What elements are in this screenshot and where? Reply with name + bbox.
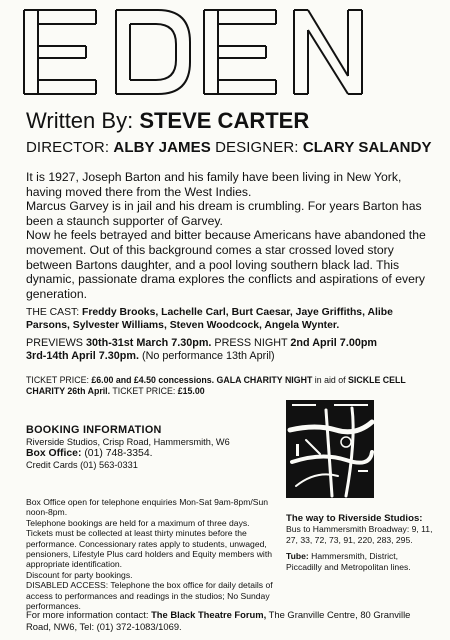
ticket-prices-text: £6.00 and £4.50 concessions. GALA CHARITY NIGHT bbox=[91, 375, 313, 385]
eden-title-logo bbox=[22, 8, 364, 96]
designer-name: CLARY SALANDY bbox=[302, 139, 432, 156]
disabled-access: DISABLED ACCESS: Telephone the box office for daily details of access to performances and readings in the studios; No Sunday performances. bbox=[26, 580, 273, 612]
director-label: DIRECTOR: bbox=[26, 139, 110, 156]
synopsis bbox=[26, 170, 426, 301]
gala-price: £15.00 bbox=[177, 386, 205, 397]
written-by-line bbox=[26, 108, 309, 134]
press-night-label: PRESS NIGHT bbox=[214, 337, 288, 349]
party-discount: Discount for party bookings. bbox=[26, 569, 133, 580]
tube-line-info bbox=[286, 551, 436, 572]
tube-lines: Hammersmith, District, Piccadilly and Metropolitan lines. bbox=[286, 551, 411, 572]
charity-connector: in aid of bbox=[314, 375, 346, 385]
ticket-prices bbox=[26, 375, 436, 398]
designer-label: DESIGNER: bbox=[215, 139, 299, 156]
previews-dates: 30th-31st March 7.30pm. bbox=[86, 337, 212, 349]
tube-label: Tube: bbox=[286, 551, 309, 562]
bus-routes: Bus to Hammersmith Broadway: 9, 11, 27, 33, 72, 73, 91, 220, 283, 295. bbox=[286, 524, 433, 545]
location-map bbox=[286, 400, 374, 498]
cast-list bbox=[26, 306, 431, 332]
ticket-price-label: TICKET PRICE: bbox=[26, 375, 89, 385]
venue-address: Riverside Studios, Crisp Road, Hammersmith, W6 bbox=[26, 437, 230, 447]
cast-names: Freddy Brooks, Lachelle Carl, Burt Caesar, Jaye Griffiths, Alibe Parsons, Sylvester Williams, Steven Woodcock, Angela Wynter. bbox=[26, 307, 393, 331]
charity-night: SICKLE CELL CHARITY 26th April. bbox=[26, 375, 406, 397]
credit-card-line: Credit Cards (01) 563-0331 bbox=[26, 460, 138, 471]
synopsis-paragraph: It is 1927, Joseph Barton and his family have been living in New York, having moved there from the West Indies. bbox=[26, 170, 402, 199]
cast-label: THE CAST: bbox=[26, 307, 80, 318]
previews-label: PREVIEWS bbox=[26, 337, 83, 349]
contact-address: The Granville Centre, 80 Granville Road, NW6, Tel: (01) 372-1083/1069. bbox=[26, 609, 411, 632]
contact-organisation: The Black Theatre Forum, bbox=[151, 609, 267, 620]
booking-information bbox=[26, 424, 276, 471]
booking-heading: BOOKING INFORMATION bbox=[26, 424, 162, 436]
contact-lead: For more information contact: bbox=[26, 609, 149, 620]
box-office-line bbox=[26, 448, 276, 460]
press-night-date: 2nd April 7.00pm bbox=[290, 337, 378, 349]
opening-hours: Box Office open for telephone enquiries Mon-Sat 9am-8pm/Sun noon-8pm. bbox=[26, 497, 269, 518]
telephone-bookings: Telephone bookings are held for a maximum of three days. Tickets must be collected at least thirty minutes before the performance. Concessionary rates apply to students, unwaged, pensioners, Lifestyle Plus card holders and Equity members with appropriate identification. bbox=[26, 517, 272, 570]
writer-name: STEVE CARTER bbox=[139, 108, 310, 133]
synopsis-paragraph: Marcus Garvey is in jail and his dream is crumbling. For years Barton has been a staunch supporter of Garvey. bbox=[26, 199, 422, 228]
box-office-details bbox=[26, 497, 276, 611]
written-by-label: Written By: bbox=[26, 108, 134, 133]
directions-heading: The way to Riverside Studios: bbox=[286, 513, 423, 524]
run-dates: 3rd-14th April 7.30pm. bbox=[26, 350, 139, 363]
gala-price-label: TICKET PRICE: bbox=[112, 386, 176, 397]
directions bbox=[286, 513, 436, 572]
synopsis-paragraph: Now he feels betrayed and bitter because Americans have abandoned the movement. Out of this background comes a star crossed loved story between Bartons daughter, and a pool loving southern black lad. This dynamic, passionate drama explores the conflicts and aspirations of every generation. bbox=[26, 228, 426, 301]
box-office-phone: (01) 748-3354. bbox=[84, 448, 153, 460]
box-office-label: Box Office: bbox=[26, 448, 82, 460]
performance-dates bbox=[26, 337, 436, 364]
run-note: (No performance 13th April) bbox=[142, 350, 275, 363]
contact-info bbox=[26, 609, 436, 632]
director-name: ALBY JAMES bbox=[113, 139, 211, 156]
credits-line bbox=[26, 139, 432, 157]
